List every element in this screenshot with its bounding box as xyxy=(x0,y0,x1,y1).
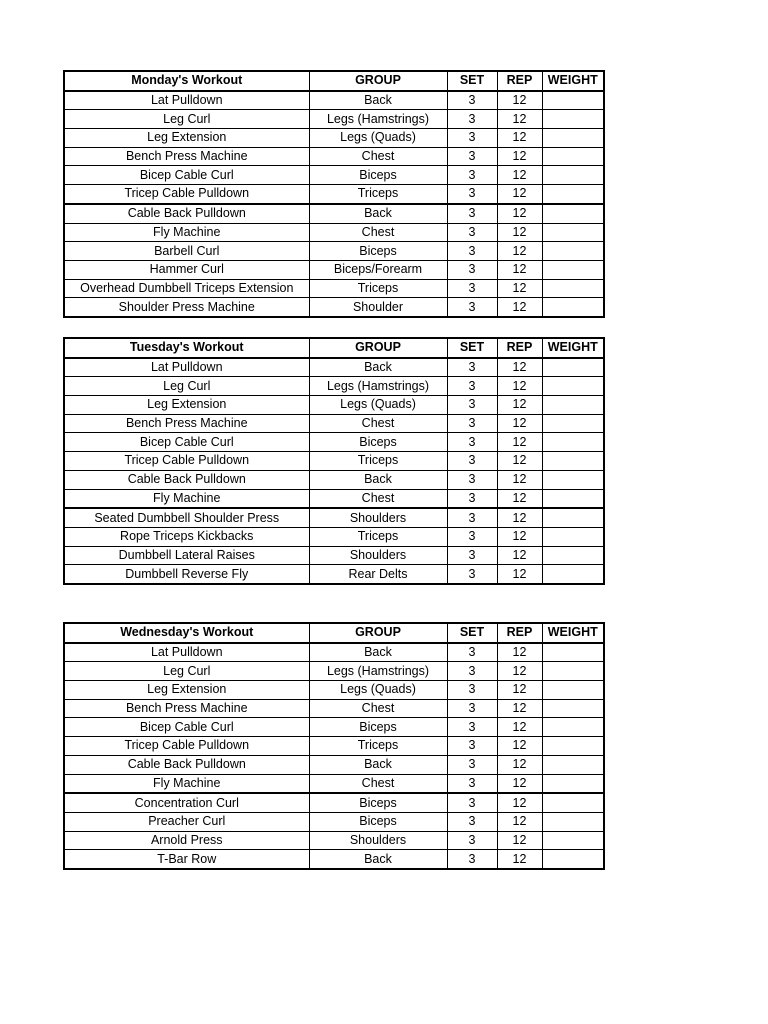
weight-cell[interactable] xyxy=(542,737,604,756)
exercise-cell: Lat Pulldown xyxy=(64,358,309,377)
weight-cell[interactable] xyxy=(542,242,604,261)
rep-cell: 12 xyxy=(497,242,542,261)
table-header-row xyxy=(64,71,604,91)
weight-cell[interactable] xyxy=(542,643,604,662)
weight-header: WEIGHT xyxy=(542,338,604,358)
group-header: GROUP xyxy=(309,71,447,91)
exercise-cell: Arnold Press xyxy=(64,831,309,850)
exercise-cell: Cable Back Pulldown xyxy=(64,755,309,774)
rep-cell: 12 xyxy=(497,565,542,584)
wednesday-workout-table xyxy=(63,622,605,870)
rep-cell: 12 xyxy=(497,223,542,242)
table-row xyxy=(64,242,604,261)
table-row xyxy=(64,298,604,317)
group-cell: Chest xyxy=(309,489,447,508)
set-cell: 3 xyxy=(447,755,497,774)
set-cell: 3 xyxy=(447,737,497,756)
set-cell: 3 xyxy=(447,414,497,433)
set-cell: 3 xyxy=(447,433,497,452)
table-header-row xyxy=(64,623,604,643)
group-cell: Biceps xyxy=(309,242,447,261)
set-cell: 3 xyxy=(447,831,497,850)
group-cell: Back xyxy=(309,204,447,223)
table-row xyxy=(64,204,604,223)
table-row xyxy=(64,755,604,774)
rep-cell: 12 xyxy=(497,643,542,662)
table-row xyxy=(64,129,604,148)
weight-cell[interactable] xyxy=(542,185,604,204)
exercise-cell: Concentration Curl xyxy=(64,793,309,812)
group-cell: Legs (Quads) xyxy=(309,396,447,415)
table-row xyxy=(64,774,604,793)
weight-cell[interactable] xyxy=(542,850,604,869)
set-cell: 3 xyxy=(447,396,497,415)
rep-cell: 12 xyxy=(497,147,542,166)
weight-cell[interactable] xyxy=(542,279,604,298)
group-cell: Biceps/Forearm xyxy=(309,260,447,279)
set-cell: 3 xyxy=(447,260,497,279)
table-row xyxy=(64,147,604,166)
set-cell: 3 xyxy=(447,91,497,110)
weight-header: WEIGHT xyxy=(542,623,604,643)
exercise-cell: Leg Extension xyxy=(64,396,309,415)
rep-cell: 12 xyxy=(497,110,542,129)
exercise-cell: Fly Machine xyxy=(64,774,309,793)
group-cell: Chest xyxy=(309,223,447,242)
group-cell: Biceps xyxy=(309,718,447,737)
weight-cell[interactable] xyxy=(542,831,604,850)
group-cell: Shoulders xyxy=(309,831,447,850)
rep-cell: 12 xyxy=(497,793,542,812)
exercise-cell: Dumbbell Reverse Fly xyxy=(64,565,309,584)
group-cell: Shoulders xyxy=(309,546,447,565)
weight-cell[interactable] xyxy=(542,527,604,546)
exercise-cell: Lat Pulldown xyxy=(64,643,309,662)
exercise-cell: Leg Curl xyxy=(64,662,309,681)
exercise-cell: Bench Press Machine xyxy=(64,414,309,433)
weight-cell[interactable] xyxy=(542,147,604,166)
weight-cell[interactable] xyxy=(542,129,604,148)
weight-cell[interactable] xyxy=(542,166,604,185)
rep-cell: 12 xyxy=(497,737,542,756)
group-cell: Triceps xyxy=(309,452,447,471)
rep-cell: 12 xyxy=(497,718,542,737)
weight-header: WEIGHT xyxy=(542,71,604,91)
table-row xyxy=(64,396,604,415)
rep-cell: 12 xyxy=(497,812,542,831)
table-row xyxy=(64,185,604,204)
table-row xyxy=(64,831,604,850)
set-cell: 3 xyxy=(447,812,497,831)
set-cell: 3 xyxy=(447,452,497,471)
set-cell: 3 xyxy=(447,699,497,718)
weight-cell[interactable] xyxy=(542,699,604,718)
rep-cell: 12 xyxy=(497,129,542,148)
exercise-cell: Rope Triceps Kickbacks xyxy=(64,527,309,546)
rep-cell: 12 xyxy=(497,470,542,489)
exercise-cell: Cable Back Pulldown xyxy=(64,204,309,223)
set-cell: 3 xyxy=(447,298,497,317)
exercise-cell: Leg Extension xyxy=(64,681,309,700)
weight-cell[interactable] xyxy=(542,489,604,508)
rep-cell: 12 xyxy=(497,527,542,546)
group-cell: Triceps xyxy=(309,527,447,546)
weight-cell[interactable] xyxy=(542,223,604,242)
group-cell: Back xyxy=(309,643,447,662)
rep-cell: 12 xyxy=(497,662,542,681)
weight-cell[interactable] xyxy=(542,433,604,452)
rep-cell: 12 xyxy=(497,396,542,415)
weight-cell[interactable] xyxy=(542,812,604,831)
exercise-cell: Bicep Cable Curl xyxy=(64,166,309,185)
rep-cell: 12 xyxy=(497,433,542,452)
set-cell: 3 xyxy=(447,527,497,546)
group-cell: Biceps xyxy=(309,433,447,452)
exercise-cell: Bicep Cable Curl xyxy=(64,433,309,452)
workout-title: Tuesday's Workout xyxy=(64,338,309,358)
rep-cell: 12 xyxy=(497,452,542,471)
weight-cell[interactable] xyxy=(542,546,604,565)
exercise-cell: Bicep Cable Curl xyxy=(64,718,309,737)
table-row xyxy=(64,527,604,546)
set-cell: 3 xyxy=(447,185,497,204)
weight-cell[interactable] xyxy=(542,662,604,681)
group-cell: Back xyxy=(309,91,447,110)
group-cell: Rear Delts xyxy=(309,565,447,584)
rep-cell: 12 xyxy=(497,358,542,377)
set-cell: 3 xyxy=(447,774,497,793)
set-cell: 3 xyxy=(447,223,497,242)
weight-cell[interactable] xyxy=(542,204,604,223)
table-row xyxy=(64,166,604,185)
group-header: GROUP xyxy=(309,623,447,643)
set-header: SET xyxy=(447,623,497,643)
rep-header: REP xyxy=(497,71,542,91)
set-cell: 3 xyxy=(447,242,497,261)
table-row xyxy=(64,681,604,700)
set-cell: 3 xyxy=(447,662,497,681)
weight-cell[interactable] xyxy=(542,260,604,279)
table-row xyxy=(64,850,604,869)
weight-cell[interactable] xyxy=(542,470,604,489)
table-row xyxy=(64,718,604,737)
weight-cell[interactable] xyxy=(542,377,604,396)
workout-title: Wednesday's Workout xyxy=(64,623,309,643)
table-row xyxy=(64,91,604,110)
rep-cell: 12 xyxy=(497,699,542,718)
exercise-cell: Fly Machine xyxy=(64,223,309,242)
weight-cell[interactable] xyxy=(542,718,604,737)
set-cell: 3 xyxy=(447,279,497,298)
group-cell: Biceps xyxy=(309,812,447,831)
table-row xyxy=(64,662,604,681)
table-row xyxy=(64,812,604,831)
rep-cell: 12 xyxy=(497,774,542,793)
table-row xyxy=(64,260,604,279)
table-row xyxy=(64,414,604,433)
set-cell: 3 xyxy=(447,147,497,166)
group-cell: Back xyxy=(309,470,447,489)
weight-cell[interactable] xyxy=(542,755,604,774)
group-cell: Back xyxy=(309,358,447,377)
set-cell: 3 xyxy=(447,358,497,377)
table-row xyxy=(64,377,604,396)
table-row xyxy=(64,452,604,471)
weight-cell[interactable] xyxy=(542,110,604,129)
workout-title: Monday's Workout xyxy=(64,71,309,91)
set-cell: 3 xyxy=(447,204,497,223)
group-cell: Triceps xyxy=(309,185,447,204)
tuesday-workout-table xyxy=(63,337,605,585)
table-row xyxy=(64,699,604,718)
rep-cell: 12 xyxy=(497,279,542,298)
group-cell: Legs (Hamstrings) xyxy=(309,110,447,129)
weight-cell[interactable] xyxy=(542,298,604,317)
weight-cell[interactable] xyxy=(542,774,604,793)
weight-cell[interactable] xyxy=(542,565,604,584)
group-cell: Chest xyxy=(309,414,447,433)
rep-cell: 12 xyxy=(497,681,542,700)
set-header: SET xyxy=(447,338,497,358)
exercise-cell: Overhead Dumbbell Triceps Extension xyxy=(64,279,309,298)
group-cell: Biceps xyxy=(309,166,447,185)
set-cell: 3 xyxy=(447,546,497,565)
rep-cell: 12 xyxy=(497,508,542,527)
rep-cell: 12 xyxy=(497,298,542,317)
table-row xyxy=(64,508,604,527)
rep-cell: 12 xyxy=(497,166,542,185)
group-cell: Biceps xyxy=(309,793,447,812)
group-cell: Shoulder xyxy=(309,298,447,317)
group-header: GROUP xyxy=(309,338,447,358)
exercise-cell: Lat Pulldown xyxy=(64,91,309,110)
group-cell: Legs (Hamstrings) xyxy=(309,377,447,396)
rep-cell: 12 xyxy=(497,489,542,508)
weight-cell[interactable] xyxy=(542,681,604,700)
exercise-cell: Fly Machine xyxy=(64,489,309,508)
set-cell: 3 xyxy=(447,377,497,396)
exercise-cell: Tricep Cable Pulldown xyxy=(64,737,309,756)
group-cell: Chest xyxy=(309,699,447,718)
set-cell: 3 xyxy=(447,565,497,584)
rep-cell: 12 xyxy=(497,546,542,565)
set-cell: 3 xyxy=(447,129,497,148)
weight-cell[interactable] xyxy=(542,396,604,415)
exercise-cell: Bench Press Machine xyxy=(64,699,309,718)
table-row xyxy=(64,546,604,565)
exercise-cell: Cable Back Pulldown xyxy=(64,470,309,489)
weight-cell[interactable] xyxy=(542,452,604,471)
exercise-cell: Tricep Cable Pulldown xyxy=(64,452,309,471)
set-cell: 3 xyxy=(447,489,497,508)
exercise-cell: Barbell Curl xyxy=(64,242,309,261)
weight-cell[interactable] xyxy=(542,358,604,377)
table-row xyxy=(64,358,604,377)
table-row xyxy=(64,643,604,662)
table-row xyxy=(64,565,604,584)
exercise-cell: Tricep Cable Pulldown xyxy=(64,185,309,204)
table-row xyxy=(64,279,604,298)
monday-workout-table xyxy=(63,70,605,318)
table-header-row xyxy=(64,338,604,358)
group-cell: Legs (Quads) xyxy=(309,129,447,148)
group-cell: Legs (Hamstrings) xyxy=(309,662,447,681)
weight-cell[interactable] xyxy=(542,508,604,527)
exercise-cell: Seated Dumbbell Shoulder Press xyxy=(64,508,309,527)
group-cell: Legs (Quads) xyxy=(309,681,447,700)
table-row xyxy=(64,793,604,812)
rep-cell: 12 xyxy=(497,414,542,433)
rep-header: REP xyxy=(497,623,542,643)
table-row xyxy=(64,737,604,756)
rep-cell: 12 xyxy=(497,260,542,279)
exercise-cell: Dumbbell Lateral Raises xyxy=(64,546,309,565)
exercise-cell: Hammer Curl xyxy=(64,260,309,279)
exercise-cell: Leg Curl xyxy=(64,110,309,129)
rep-cell: 12 xyxy=(497,755,542,774)
exercise-cell: Preacher Curl xyxy=(64,812,309,831)
set-cell: 3 xyxy=(447,681,497,700)
group-cell: Triceps xyxy=(309,279,447,298)
table-row xyxy=(64,433,604,452)
rep-cell: 12 xyxy=(497,377,542,396)
rep-header: REP xyxy=(497,338,542,358)
rep-cell: 12 xyxy=(497,204,542,223)
rep-cell: 12 xyxy=(497,850,542,869)
rep-cell: 12 xyxy=(497,831,542,850)
set-cell: 3 xyxy=(447,850,497,869)
exercise-cell: Bench Press Machine xyxy=(64,147,309,166)
weight-cell[interactable] xyxy=(542,793,604,812)
set-header: SET xyxy=(447,71,497,91)
set-cell: 3 xyxy=(447,718,497,737)
exercise-cell: Leg Curl xyxy=(64,377,309,396)
table-row xyxy=(64,470,604,489)
rep-cell: 12 xyxy=(497,185,542,204)
table-row xyxy=(64,110,604,129)
exercise-cell: Shoulder Press Machine xyxy=(64,298,309,317)
group-cell: Shoulders xyxy=(309,508,447,527)
group-cell: Back xyxy=(309,755,447,774)
group-cell: Back xyxy=(309,850,447,869)
group-cell: Chest xyxy=(309,147,447,166)
table-row xyxy=(64,489,604,508)
table-row xyxy=(64,223,604,242)
set-cell: 3 xyxy=(447,508,497,527)
set-cell: 3 xyxy=(447,470,497,489)
set-cell: 3 xyxy=(447,793,497,812)
set-cell: 3 xyxy=(447,166,497,185)
exercise-cell: Leg Extension xyxy=(64,129,309,148)
exercise-cell: T-Bar Row xyxy=(64,850,309,869)
rep-cell: 12 xyxy=(497,91,542,110)
weight-cell[interactable] xyxy=(542,414,604,433)
group-cell: Chest xyxy=(309,774,447,793)
set-cell: 3 xyxy=(447,110,497,129)
set-cell: 3 xyxy=(447,643,497,662)
weight-cell[interactable] xyxy=(542,91,604,110)
group-cell: Triceps xyxy=(309,737,447,756)
